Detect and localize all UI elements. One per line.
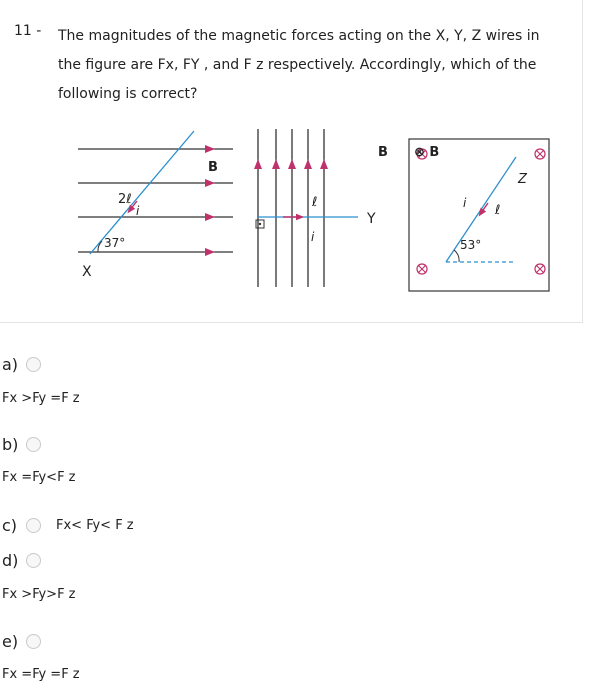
option-e-letter: e) <box>2 632 19 651</box>
current-label-y: i <box>311 230 315 244</box>
option-d-radio[interactable] <box>26 553 41 568</box>
length-label-y: ℓ <box>312 195 318 210</box>
field-label-x: B <box>208 160 218 175</box>
angle-label-x: 37° <box>104 236 126 250</box>
panel-x <box>78 131 233 280</box>
option-d-text: Fx >Fy>F z <box>2 587 76 602</box>
option-d-letter: d) <box>2 551 19 570</box>
option-c-letter: c) <box>2 516 18 535</box>
question-number: 11 - <box>14 23 42 39</box>
panel-z <box>409 139 549 291</box>
wire-label-z: Z <box>518 172 527 187</box>
option-b-text: Fx =Fy<F z <box>2 470 76 485</box>
question-text: The magnitudes of the magnetic forces acting on the X, Y, Z wires in the figure are Fx, FY , and F z respectively. Accordingly, which of the following is correct? <box>58 28 540 102</box>
option-b-radio[interactable] <box>26 437 41 452</box>
option-a-radio[interactable] <box>26 357 41 372</box>
wire-label-y: Y <box>367 211 376 227</box>
field-label-z: ⊗ B <box>414 145 440 160</box>
field-label-y: B <box>378 145 388 160</box>
panel-y <box>254 129 388 287</box>
angle-label-z: 53° <box>460 238 482 252</box>
length-label-x: 2ℓ <box>118 192 132 207</box>
wire-label-x: X <box>82 264 92 280</box>
option-a-letter: a) <box>2 355 19 374</box>
option-e-text: Fx =Fy =F z <box>2 667 80 682</box>
question-figure <box>58 119 555 297</box>
current-label-z: i <box>463 196 467 210</box>
option-a-text: Fx >Fy =F z <box>2 391 80 406</box>
option-c-radio[interactable] <box>26 518 41 533</box>
option-b-letter: b) <box>2 435 19 454</box>
option-e-radio[interactable] <box>26 634 41 649</box>
question-card <box>0 0 583 323</box>
length-label-z: ℓ <box>495 203 501 218</box>
current-label-x: i <box>136 204 140 218</box>
option-c-text: Fx< Fy< F z <box>56 518 134 533</box>
